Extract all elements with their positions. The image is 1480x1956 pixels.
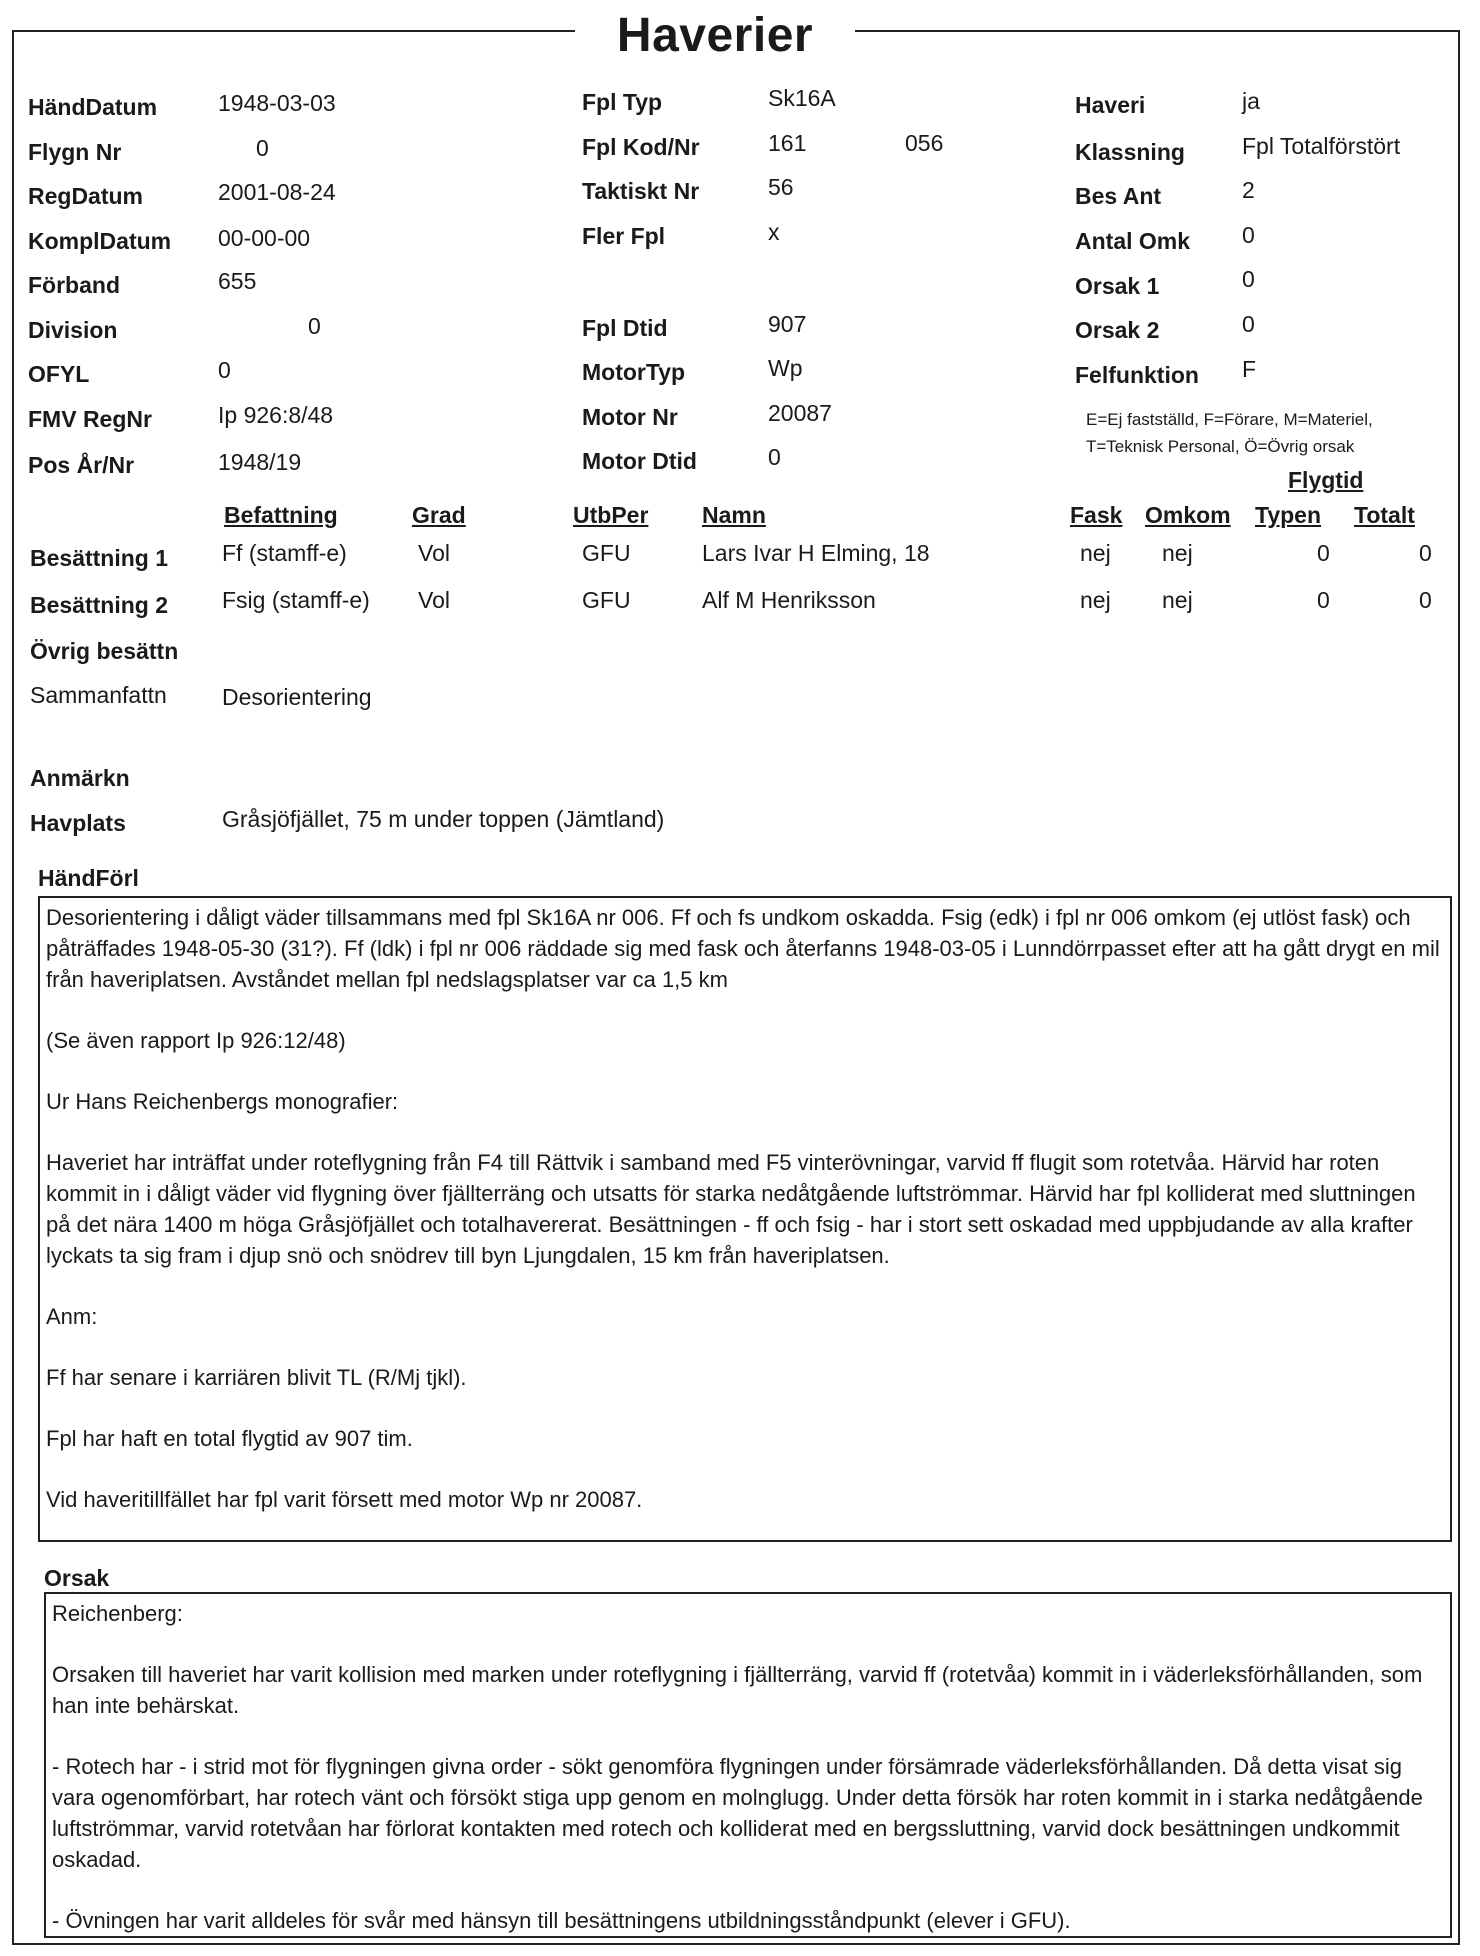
orsak-paragraph: Orsaken till haveriet har varit kollision med marken under roteflygning i fjällterräng, varvid ff (rotetvåa) kommit in i väderleksförhållanden, som han inte behärskat. (52, 1662, 1423, 1718)
kompl-datum-value: 00-00-00 (218, 225, 311, 251)
title-wrap (575, 6, 855, 66)
hand-datum-value: 1948-03-03 (218, 90, 336, 116)
taktiskt-nr-label: Taktiskt Nr (582, 178, 700, 204)
handforl-box (38, 896, 1452, 1542)
orsak-paragraph: - Rotech har - i strid mot för flygningen givna order - sökt genomföra flygningen under försämrade väderleksförhållanden. Då detta visat sig vara ogenomförbart, har rotech vänt och försökt stiga upp genom en molnglugg. Under detta försök har roten kommit in i starka nedåtgående luftströmmar, varvid rotetvåan har förlorat kontakten med rotech och kolliderat med en bergssluttning, varvid dock besättningen undkommit oskadad. (52, 1754, 1423, 1872)
crew1-befattning: Ff (stamff-e) (222, 540, 347, 566)
motor-nr-label: Motor Nr (582, 404, 678, 430)
handforl-paragraph: Anm: (46, 1304, 98, 1329)
fmv-regnr-value: Ip 926:8/48 (218, 402, 334, 428)
handforl-paragraph: Haveriet har inträffat under roteflygning från F4 till Rättvik i samband med F5 vinterövningar, varvid ff flugit som rotetvåa. Härvid har roten kommit in i dåligt väder vid flygning över fjällterräng och utsatts för starka nedåtgående luftströmmar. Härvid har fpl kolliderat med sluttningen på det nära 1400 m höga Gråsjöfjället och totalhavererat. Besättningen - ff och fsig - har i stort sett oskadad med uppbjudande av alla krafter lyckats ta sig fram i djup snö och snödrev till byn Ljungdalen, 15 km från haveriplatsen. (46, 1150, 1416, 1268)
flygn-nr-label: Flygn Nr (28, 139, 122, 165)
flygn-nr-value: 0 (256, 135, 269, 161)
fpl-dtid-label: Fpl Dtid (582, 315, 668, 341)
motor-typ-label: MotorTyp (582, 359, 686, 385)
division-label: Division (28, 317, 118, 343)
motor-dtid-value: 0 (768, 444, 781, 470)
pos-ar-nr-label: Pos År/Nr (28, 452, 135, 478)
header-flygtid: Flygtid (1288, 467, 1364, 493)
orsak-paragraph: - Övningen har varit alldeles för svår med hänsyn till besättningens utbildningsståndpunkt (elever i GFU). (52, 1908, 1071, 1933)
taktiskt-nr-value: 56 (768, 174, 794, 200)
crew1-grad: Vol (418, 540, 450, 566)
ofyl-value: 0 (218, 357, 231, 383)
motor-nr-value: 20087 (768, 400, 832, 426)
fpl-typ-label: Fpl Typ (582, 89, 663, 115)
handforl-paragraph: Vid haveritillfället har fpl varit försett med motor Wp nr 20087. (46, 1487, 643, 1512)
crew2-befattning: Fsig (stamff-e) (222, 587, 370, 613)
orsak1-value: 0 (1242, 266, 1255, 292)
crew2-fask: nej (1080, 587, 1111, 613)
handforl-paragraph: Fpl har haft en total flygtid av 907 tim. (46, 1426, 413, 1451)
crew2-omkom: nej (1162, 587, 1193, 613)
header-utbper: UtbPer (573, 502, 649, 528)
ofyl-label: OFYL (28, 361, 90, 387)
fler-fpl-value: x (768, 219, 780, 245)
crew2-typen: 0 (1317, 587, 1330, 613)
fpl-kod-value: 161 (768, 130, 807, 156)
orsak-label: Orsak (44, 1565, 110, 1591)
crew1-fask: nej (1080, 540, 1111, 566)
crew1-utbper: GFU (582, 540, 631, 566)
handforl-label: HändFörl (38, 865, 139, 891)
fpl-dtid-value: 907 (768, 311, 807, 337)
antal-omk-value: 0 (1242, 222, 1255, 248)
anmarkn-label: Anmärkn (30, 765, 130, 791)
klassning-label: Klassning (1075, 139, 1185, 165)
header-fask: Fask (1070, 502, 1123, 528)
crew2-namn: Alf M Henriksson (702, 587, 876, 613)
crew2-label: Besättning 2 (30, 592, 169, 618)
sammanfattn-value: Desorientering (222, 684, 372, 710)
crew1-totalt: 0 (1419, 540, 1432, 566)
orsak-paragraph: Reichenberg: (52, 1601, 183, 1626)
bes-ant-label: Bes Ant (1075, 183, 1162, 209)
reg-datum-value: 2001-08-24 (218, 179, 336, 205)
header-befattning: Befattning (224, 502, 338, 528)
fpl-typ-value: Sk16A (768, 85, 836, 111)
havplats-value: Gråsjöfjället, 75 m under toppen (Jämtland) (222, 806, 665, 832)
fmv-regnr-label: FMV RegNr (28, 406, 152, 432)
handforl-paragraph: Ur Hans Reichenbergs monografier: (46, 1089, 399, 1114)
handforl-paragraph: Ff har senare i karriären blivit TL (R/Mj tjkl). (46, 1365, 467, 1390)
motor-typ-value: Wp (768, 355, 803, 381)
crew1-typen: 0 (1317, 540, 1330, 566)
crew1-omkom: nej (1162, 540, 1193, 566)
reg-datum-label: RegDatum (28, 183, 144, 209)
hand-datum-label: HändDatum (28, 94, 158, 120)
orsak-box (44, 1592, 1452, 1938)
felfunktion-label: Felfunktion (1075, 362, 1199, 388)
ovrig-besattn-label: Övrig besättn (30, 638, 179, 664)
felfunktion-value: F (1242, 356, 1257, 382)
fpl-nr-value: 056 (905, 130, 944, 156)
crew2-grad: Vol (418, 587, 450, 613)
division-value: 0 (308, 313, 321, 339)
header-omkom: Omkom (1145, 502, 1231, 528)
handforl-paragraph: (Se även rapport Ip 926:12/48) (46, 1028, 346, 1053)
crew1-namn: Lars Ivar H Elming, 18 (702, 540, 930, 566)
bes-ant-value: 2 (1242, 177, 1255, 203)
handforl-paragraph: Desorientering i dåligt väder tillsammans med fpl Sk16A nr 006. Ff och fs undkom oskadda. Fsig (edk) i fpl nr 006 omkom (ej utlöst fask) och påträffades 1948-05-30 (31?). Ff (ldk) i fpl nr 006 räddade sig med fask och återfanns 1948-03-05 i Lunndörrpasset efter att ha gått drygt en mil från haveriplatsen. Avståndet mellan fpl nedslagsplatser var ca 1,5 km (46, 905, 1440, 992)
kompl-datum-label: KomplDatum (28, 228, 172, 254)
klassning-value: Fpl Totalförstört (1242, 133, 1401, 159)
felfunktion-legend-line1: E=Ej fastställd, F=Förare, M=Materiel, (1086, 410, 1373, 429)
haveri-value: ja (1242, 88, 1260, 114)
antal-omk-label: Antal Omk (1075, 228, 1191, 254)
orsak1-label: Orsak 1 (1075, 273, 1160, 299)
header-typen: Typen (1255, 502, 1322, 528)
header-grad: Grad (412, 502, 466, 528)
forband-label: Förband (28, 272, 120, 298)
orsak2-label: Orsak 2 (1075, 317, 1160, 343)
havplats-label: Havplats (30, 810, 126, 836)
header-totalt: Totalt (1354, 502, 1415, 528)
forband-value: 655 (218, 268, 257, 294)
crew2-utbper: GFU (582, 587, 631, 613)
felfunktion-legend-line2: T=Teknisk Personal, Ö=Övrig orsak (1086, 437, 1355, 456)
pos-ar-nr-value: 1948/19 (218, 449, 302, 475)
header-namn: Namn (702, 502, 766, 528)
orsak2-value: 0 (1242, 311, 1255, 337)
page-title: Haverier (616, 9, 814, 62)
motor-dtid-label: Motor Dtid (582, 448, 697, 474)
haveri-label: Haveri (1075, 92, 1146, 118)
fpl-kod-nr-label: Fpl Kod/Nr (582, 134, 700, 160)
crew2-totalt: 0 (1419, 587, 1432, 613)
sammanfattn-label: Sammanfattn (30, 682, 167, 708)
fler-fpl-label: Fler Fpl (582, 223, 666, 249)
crew1-label: Besättning 1 (30, 545, 169, 571)
